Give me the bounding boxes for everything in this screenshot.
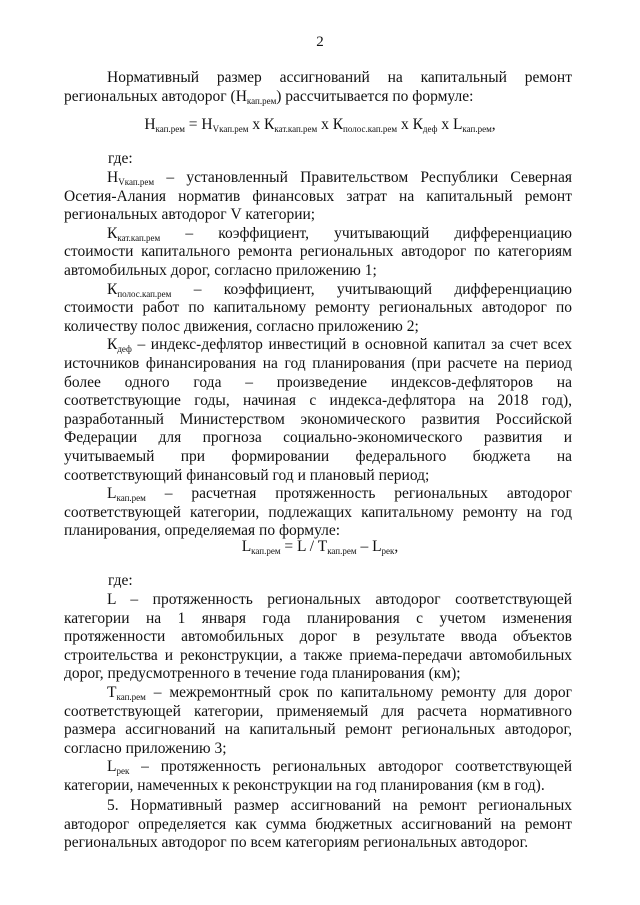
text-line: соответствующий финансовый год и плановый период;	[64, 466, 430, 484]
text-line: 5. Нормативный размер ассигнований на ремонт региональных	[107, 797, 572, 814]
text-line: категории на 1 января года планирования с учетом изменения	[64, 609, 572, 627]
definitions-block-1	[64, 169, 572, 541]
definition-k-kat	[64, 225, 572, 281]
text-line: Федерации для прогноза социально-экономического развития и	[64, 429, 572, 447]
text-line: соответствующей категории, подлежащих капитальному ремонту на год	[64, 503, 572, 521]
text-line: разработанный Министерством экономического развития Российской	[64, 410, 572, 428]
formula-1: $Н_{кап.рем} = Н_{Vкап.рем}$ х $К_{кат.кап.рем}$ х $К_{полос.кап.рем}$ х $К_{деф}$ х $L_{кап.рем}$,	[144, 116, 496, 134]
text-line: соответствующей категории, применяемый для расчета нормативного	[64, 702, 572, 720]
text-line: более одного года – произведение индексов-дефляторов на	[64, 373, 572, 391]
text-line: $L_{рек}$ – протяженность региональных автодорог соответствующей	[107, 758, 572, 777]
text-line: L – протяженность региональных автодорог соответствующей	[107, 591, 572, 608]
text-line: $К_{полос.кап.рем}$ – коэффициент, учитывающий дифференциацию	[107, 280, 572, 299]
text-line: автомобильных дорог, согласно приложению 1;	[64, 261, 377, 279]
text-line: региональных автодорог $(Н_{кап.рем})$ рассчитывается по формуле:	[64, 87, 474, 106]
text-line: $Т_{кап.рем}$ – межремонтный срок по капитальному ремонту для дорог	[107, 683, 572, 702]
paragraph-5	[64, 797, 572, 853]
text-line: стоимости работ по капитальному ремонту региональных автодорог по	[64, 299, 572, 317]
definition-l-rek	[64, 758, 572, 795]
definition-l-kap	[64, 485, 572, 541]
where-label-1: где:	[108, 150, 133, 167]
text-line: Осетия-Алания норматив финансовых затрат на капитальный ремонт	[64, 187, 572, 205]
text-line: размера ассигнований на капитальный ремонт региональных автодорог,	[64, 721, 572, 739]
text-line: дорог, предусмотренного в течение года планирования (км);	[64, 665, 461, 683]
definition-k-polos	[64, 281, 572, 337]
definition-l	[64, 591, 572, 684]
text-line: стоимости капитального ремонта региональных автодорог по категориям	[64, 243, 572, 261]
text-line: Нормативный размер ассигнований на капитальный ремонт	[107, 69, 572, 86]
text-line: строительства и реконструкции, а также приема-передачи автомобильных	[64, 646, 572, 664]
formula-2: $L_{кап.рем} = L / T_{кап.рем} - L_{рек}$,	[241, 538, 399, 556]
text-line: региональных автодорог по всем категориям региональных автодорог.	[64, 834, 529, 852]
text-line: количеству полос движения, согласно приложению 2;	[64, 317, 419, 335]
definitions-block-2	[64, 591, 572, 796]
text-line: автодорог определяется как сумма бюджетных ассигнований на ремонт	[64, 815, 572, 833]
definition-k-def	[64, 336, 572, 485]
text-line: региональных автодорог V категории;	[64, 206, 316, 224]
text-line: $L_{кап.рем}$ – расчетная протяженность региональных автодорог	[107, 485, 572, 504]
text-line: протяженности автомобильных дорог в результате ввода объектов	[64, 628, 572, 646]
intro-paragraph	[64, 69, 572, 106]
text-line: источников финансирования на год планирования (при расчете на период	[64, 354, 572, 372]
page-number: 2	[316, 34, 324, 50]
definition-norm	[64, 169, 572, 225]
text-line: учитываемый при формировании федерального бюджета на	[64, 447, 572, 465]
text-line: $К_{кат.кап.рем}$ – коэффициент, учитывающий дифференциацию	[107, 224, 572, 243]
text-line: категории, намеченных к реконструкции на год планирования (км в год).	[64, 776, 545, 794]
definition-t-kap	[64, 684, 572, 758]
text-line: соответствующие годы, начиная с индекса-дефлятора на 2018 год),	[64, 392, 572, 410]
text-line: $К_{деф}$ – индекс-дефлятор инвестиций в основной капитал за счет всех	[107, 336, 572, 355]
text-line: $Н_{Vкап.рем}$ – установленный Правительством Республики Северная	[107, 169, 572, 187]
text-line: согласно приложению 3;	[64, 739, 227, 757]
text-line: планирования, определяемая по формуле:	[64, 522, 341, 540]
where-label-2: где:	[108, 572, 133, 589]
